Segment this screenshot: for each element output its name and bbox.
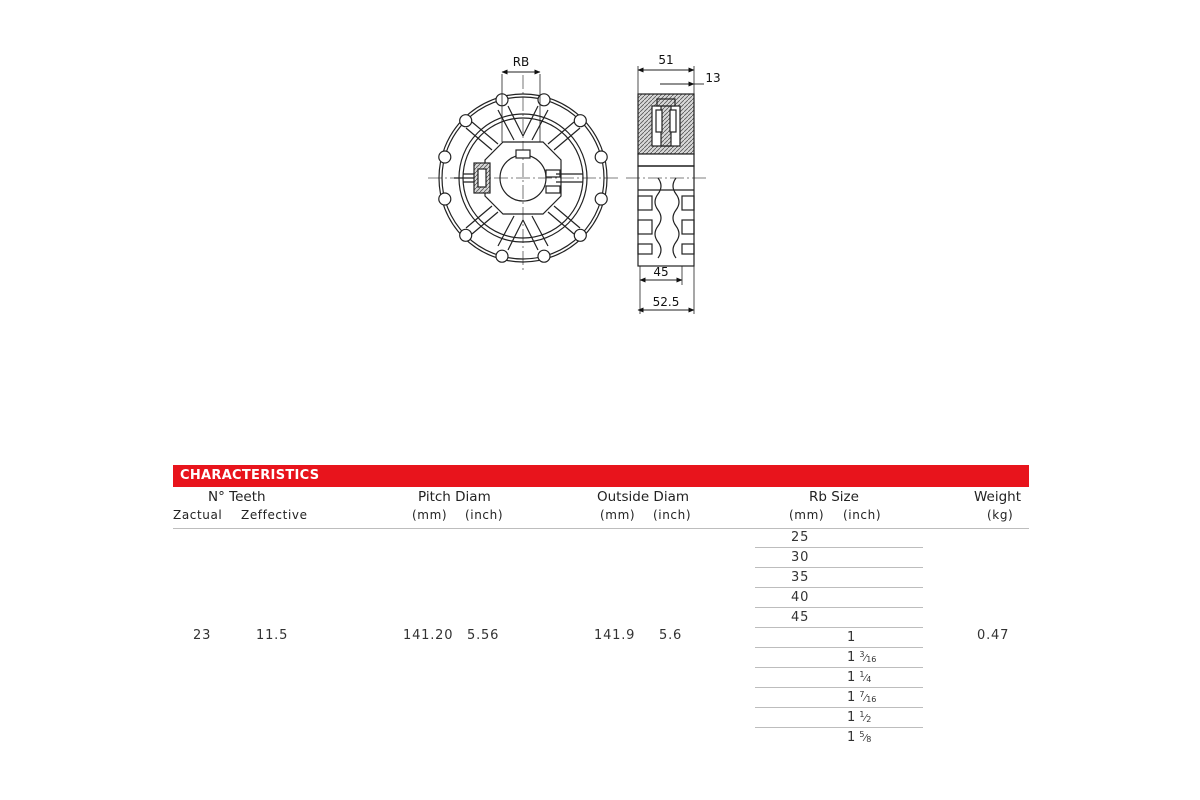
- tooth-notch: [439, 151, 451, 163]
- fraction-slash: ⁄: [864, 733, 867, 744]
- header-outside-diam: Outside Diam: [597, 489, 689, 505]
- rb-row-divider: [755, 727, 923, 728]
- rb-row-divider: [755, 687, 923, 688]
- rb-row-divider: [755, 607, 923, 608]
- header-teeth-effective: Zeffective: [241, 508, 308, 522]
- rb-inch-numerator: 1: [859, 710, 865, 719]
- cell-pitch-mm: 141.20: [403, 628, 454, 643]
- dim-label-45: 45: [653, 265, 669, 279]
- rb-inch-numerator: 7: [859, 690, 865, 699]
- tooth-notch: [460, 229, 472, 241]
- rb-inch-value: [847, 690, 876, 705]
- tooth-notch: [595, 151, 607, 163]
- rb-row-divider: [755, 627, 923, 628]
- rb-inch-whole: 1: [847, 710, 856, 725]
- rb-inch-whole: 1: [847, 730, 856, 745]
- rb-inch-numerator: 3: [859, 650, 865, 659]
- header-rb-mm: (mm): [789, 508, 825, 522]
- header-pitch-mm: (mm): [412, 508, 448, 522]
- rb-inch-value: [847, 630, 855, 645]
- header-pitch-diam: Pitch Diam: [418, 489, 491, 505]
- cell-z-effective: 11.5: [256, 628, 289, 643]
- rb-inch-numerator: 1: [859, 670, 865, 679]
- rb-inch-whole: 1: [847, 650, 856, 665]
- tooth-notch: [538, 250, 550, 262]
- rb-inch-numerator: 5: [859, 730, 865, 739]
- rb-inch-whole: 1: [847, 670, 856, 685]
- rb-mm-value: 25: [791, 530, 810, 545]
- fraction-slash: ⁄: [864, 693, 867, 704]
- header-outside-mm: (mm): [600, 508, 636, 522]
- rb-inch-denominator: 2: [866, 715, 872, 724]
- sprocket-front-view: [428, 72, 620, 272]
- banner-title: CHARACTERISTICS: [180, 468, 320, 483]
- cell-outside-mm: 141.9: [594, 628, 636, 643]
- header-rb-inch: (inch): [843, 508, 882, 522]
- rb-inch-whole: 1: [847, 690, 856, 705]
- rb-row-divider: [755, 647, 923, 648]
- rb-row-divider: [755, 667, 923, 668]
- header-divider: [173, 528, 1029, 529]
- cell-z-actual: 23: [193, 628, 212, 643]
- header-teeth: N° Teeth: [208, 489, 266, 505]
- rb-row-divider: [755, 547, 923, 548]
- fraction-slash: ⁄: [864, 653, 867, 664]
- fraction-slash: ⁄: [864, 673, 867, 684]
- rb-inch-value: [847, 730, 871, 745]
- header-weight: Weight: [974, 489, 1022, 505]
- rb-mm-value: 40: [791, 590, 810, 605]
- rb-row-divider: [755, 707, 923, 708]
- header-outside-inch: (inch): [653, 508, 692, 522]
- tooth-notch: [460, 115, 472, 127]
- tooth-notch: [496, 250, 508, 262]
- rb-inch-value: [847, 650, 876, 665]
- cell-outside-inch: 5.6: [659, 628, 683, 643]
- characteristics-banner: [173, 465, 1029, 487]
- cell-pitch-inch: 5.56: [467, 628, 500, 643]
- dim-label-52-5: 52.5: [652, 295, 680, 309]
- rb-mm-value: 45: [791, 610, 810, 625]
- fraction-slash: ⁄: [864, 713, 867, 724]
- tooth-notch: [574, 115, 586, 127]
- tooth-notch: [439, 193, 451, 205]
- rb-inch-value: [847, 710, 871, 725]
- rb-inch-denominator: 16: [866, 655, 877, 664]
- rb-inch-value: [847, 670, 871, 685]
- rb-inch-denominator: 8: [866, 735, 872, 744]
- header-weight-kg: (kg): [987, 508, 1014, 522]
- rb-inch-denominator: 16: [866, 695, 877, 704]
- rb-row-divider: [755, 587, 923, 588]
- cell-weight: 0.47: [977, 628, 1010, 643]
- header-pitch-inch: (inch): [465, 508, 504, 522]
- dim-label-13: 13: [705, 71, 721, 85]
- header-rb-size: Rb Size: [809, 489, 859, 505]
- rb-mm-value: 35: [791, 570, 810, 585]
- header-teeth-actual: Zactual: [173, 508, 223, 522]
- dim-label-51: 51: [658, 53, 674, 67]
- tooth-notch: [574, 229, 586, 241]
- tooth-notch: [595, 193, 607, 205]
- rb-mm-value: 30: [791, 550, 810, 565]
- rb-inch-denominator: 4: [866, 675, 872, 684]
- rb-inch-whole: 1: [847, 630, 856, 645]
- rb-row-divider: [755, 567, 923, 568]
- dim-label-rb: RB: [512, 55, 530, 69]
